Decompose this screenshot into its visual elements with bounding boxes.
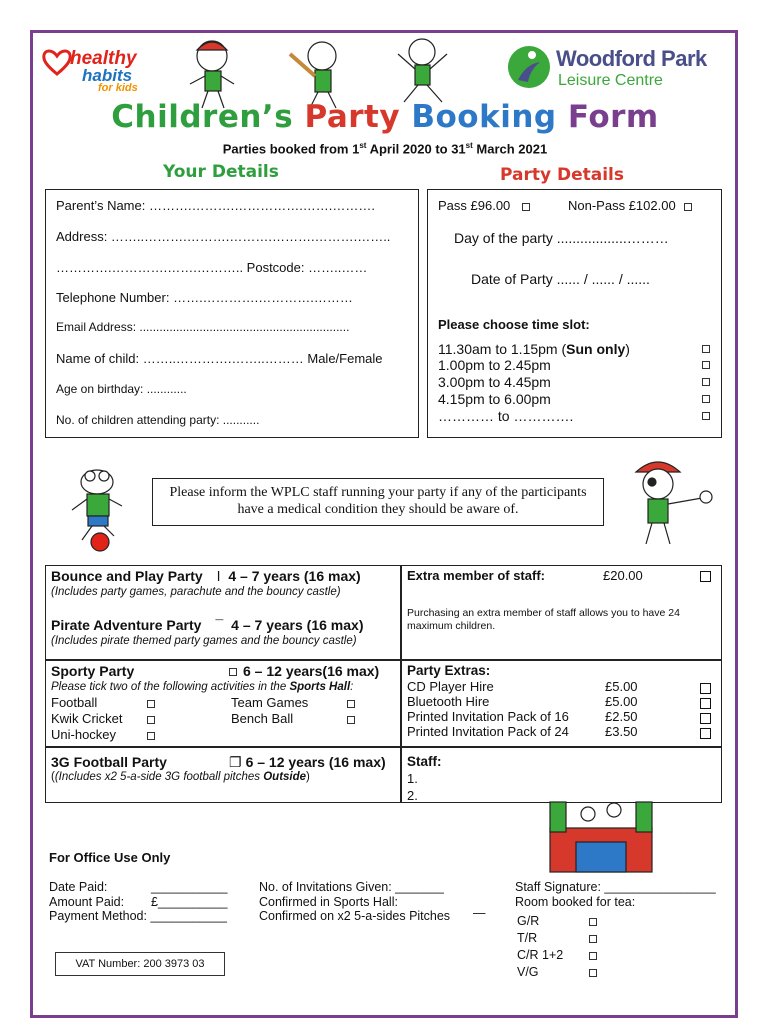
logo-line2: habits	[82, 66, 133, 85]
pirate-mascot	[190, 41, 234, 108]
extra-staff-checkbox[interactable]	[700, 571, 711, 582]
date-paid-label: Date Paid:	[49, 880, 108, 894]
activity-bench-ball[interactable]: Bench Ball	[231, 711, 294, 726]
payment-method-field[interactable]: Payment Method: ___________	[49, 909, 227, 923]
your-details-box	[45, 189, 419, 438]
activity-bench-ball-checkbox[interactable]	[347, 716, 355, 724]
room-tr-checkbox[interactable]	[589, 935, 597, 943]
room-vg[interactable]: V/G	[517, 965, 539, 979]
pass-checkbox[interactable]	[522, 203, 530, 211]
extra-staff-note: Purchasing an extra member of staff allows you to have 24 maximum children.	[407, 607, 680, 632]
extra-bluetooth: Bluetooth Hire	[407, 694, 490, 709]
staff-heading: Staff:	[407, 754, 442, 769]
num-children-field[interactable]: No. of children attending party: ...........	[56, 413, 260, 427]
slot-2-checkbox[interactable]	[702, 361, 710, 369]
extra-invitations-24: Printed Invitation Pack of 24	[407, 724, 569, 739]
slot-3-checkbox[interactable]	[702, 378, 710, 386]
party-details-box	[427, 189, 722, 438]
non-pass-checkbox[interactable]	[684, 203, 692, 211]
amount-paid-label: Amount Paid:	[49, 895, 125, 909]
extra-bluetooth-price: £5.00	[605, 694, 638, 709]
address-field[interactable]: Address: ……..……….……….……….……….……….……..	[56, 229, 391, 244]
pirate-party-note: (Includes pirate themed party games and the bouncy castle)	[51, 635, 357, 647]
time-slot-heading: Please choose time slot:	[438, 317, 590, 332]
activity-team-games-checkbox[interactable]	[347, 700, 355, 708]
child-name-field[interactable]: Name of child: ……..………….……..……… Male/Female	[56, 351, 383, 366]
sporty-party-option[interactable]: Sporty Party	[51, 663, 135, 679]
activity-uni-hockey-checkbox[interactable]	[147, 732, 155, 740]
pirate-party-option[interactable]: Pirate Adventure Party ¯ 4 – 7 years (16 max)	[51, 617, 364, 633]
activity-kwik-cricket[interactable]: Kwik Cricket	[51, 711, 123, 726]
football-party-note: ((Includes x2 5-a-side 3G football pitches Outside)	[51, 771, 310, 783]
activity-football[interactable]: Football	[51, 695, 98, 710]
time-slot-2[interactable]: 1.00pm to 2.45pm	[438, 357, 710, 373]
woodford-emblem-icon	[506, 44, 552, 90]
sporty-party-age[interactable]: 6 – 12 years(16 max)	[229, 663, 379, 679]
bounce-party-note: (Includes party games, parachute and the bouncy castle)	[51, 586, 341, 598]
frog-football-illustration	[62, 466, 132, 552]
extra-bluetooth-checkbox[interactable]	[700, 698, 711, 709]
staff-line-2[interactable]: 2.	[407, 788, 418, 803]
date-paid-field[interactable]: ___________	[151, 880, 228, 894]
logo-line3: for kids	[98, 82, 138, 94]
time-slot-1[interactable]: 11.30am to 1.15pm (Sun only)	[438, 341, 710, 357]
woodford-name: Woodford Park	[556, 46, 707, 71]
staff-line-1[interactable]: 1.	[407, 771, 418, 786]
extra-invitations-16-price: £2.50	[605, 709, 638, 724]
woodford-park-logo	[506, 44, 728, 94]
time-slot-4[interactable]: 4.15pm to 6.00pm	[438, 391, 710, 407]
sporty-checkbox[interactable]	[229, 668, 237, 676]
vat-number: VAT Number: 200 3973 03	[55, 952, 225, 976]
invitations-given-field[interactable]: No. of Invitations Given: _______	[259, 880, 444, 894]
email-field[interactable]: Email Address: ...............................................................	[56, 320, 350, 334]
room-cr-checkbox[interactable]	[589, 952, 597, 960]
postcode-field[interactable]: Postcode: ……..……	[246, 260, 368, 275]
activity-team-games[interactable]: Team Games	[231, 695, 309, 710]
date-of-party-field[interactable]: Date of Party ...... / ...... / ......	[471, 271, 650, 287]
room-cr[interactable]: C/R 1+2	[517, 948, 564, 962]
office-heading: For Office Use Only	[49, 850, 171, 865]
sporty-party-note: Please tick two of the following activities in the Sports Hall:	[51, 681, 354, 693]
extra-cd-player: CD Player Hire	[407, 679, 494, 694]
extra-invitations-24-checkbox[interactable]	[700, 728, 711, 739]
extra-invitations-16: Printed Invitation Pack of 16	[407, 709, 569, 724]
confirmed-sports-hall[interactable]: Confirmed in Sports Hall:	[259, 895, 398, 909]
logo-line1: healthy	[70, 48, 137, 69]
age-field[interactable]: Age on birthday: ............	[56, 382, 187, 396]
pirate-illustration	[622, 452, 720, 550]
confirmed-pitches[interactable]: Confirmed on x2 5-a-sides Pitches	[259, 909, 451, 923]
activity-uni-hockey[interactable]: Uni-hockey	[51, 727, 117, 742]
party-extras-heading: Party Extras:	[407, 663, 491, 678]
booking-period: Parties booked from 1st April 2020 to 31st March 2021	[222, 141, 548, 157]
day-of-party-field[interactable]: Day of the party ..................………	[454, 230, 669, 246]
room-booked-label: Room booked for tea:	[515, 895, 636, 909]
your-details-heading: Your Details	[163, 162, 279, 182]
healthy-habits-logo	[42, 44, 142, 94]
pass-option[interactable]: Pass £96.00	[438, 198, 530, 213]
time-slot-3[interactable]: 3.00pm to 4.45pm	[438, 374, 710, 390]
extra-staff-price: £20.00	[603, 568, 643, 583]
room-tr[interactable]: T/R	[517, 931, 538, 945]
slot-4-checkbox[interactable]	[702, 395, 710, 403]
activity-football-checkbox[interactable]	[147, 700, 155, 708]
slot-1-checkbox[interactable]	[702, 345, 710, 353]
staff-signature-field[interactable]: Staff Signature: ________________	[515, 880, 716, 894]
slot-custom-checkbox[interactable]	[702, 412, 710, 420]
pitches-mark: —	[473, 906, 486, 920]
activity-kwik-cricket-checkbox[interactable]	[147, 716, 155, 724]
non-pass-option[interactable]: Non-Pass £102.00	[568, 198, 692, 213]
extra-invitations-24-price: £3.50	[605, 724, 638, 739]
heart-icon	[42, 48, 72, 76]
room-gr[interactable]: G/R	[517, 914, 540, 928]
party-details-heading: Party Details	[500, 165, 624, 185]
extra-invitations-16-checkbox[interactable]	[700, 713, 711, 724]
room-vg-checkbox[interactable]	[589, 969, 597, 977]
extra-cd-player-price: £5.00	[605, 679, 638, 694]
room-gr-checkbox[interactable]	[589, 918, 597, 926]
jumping-mascot	[398, 39, 447, 102]
page-title: Children’s Party Booking Form	[111, 99, 659, 135]
woodford-subtitle: Leisure Centre	[558, 72, 663, 89]
office-use-section	[33, 838, 735, 1015]
medical-notice: Please inform the WPLC staff running your party if any of the participants have a medical condition they should be aware of.	[152, 478, 604, 526]
extra-cd-player-checkbox[interactable]	[700, 683, 711, 694]
time-slot-custom[interactable]: ………… to ………….	[438, 408, 710, 424]
football-party-age[interactable]: ❐ 6 – 12 years (16 max)	[229, 754, 386, 770]
football-party-option[interactable]: 3G Football Party	[51, 754, 167, 770]
amount-paid-field[interactable]: £__________	[151, 895, 228, 909]
bounce-party-option[interactable]: Bounce and Play Party ǀ 4 – 7 years (16 max)	[51, 568, 361, 584]
parent-name-field[interactable]: Parent’s Name: ……….……….…………….…….……….	[56, 198, 376, 213]
telephone-field[interactable]: Telephone Number: …….………….………….………	[56, 290, 353, 305]
extra-staff-label: Extra member of staff:	[407, 568, 545, 583]
address-line2-field[interactable]: ………….………….…….……….. Postcode: ……..……	[56, 260, 368, 275]
